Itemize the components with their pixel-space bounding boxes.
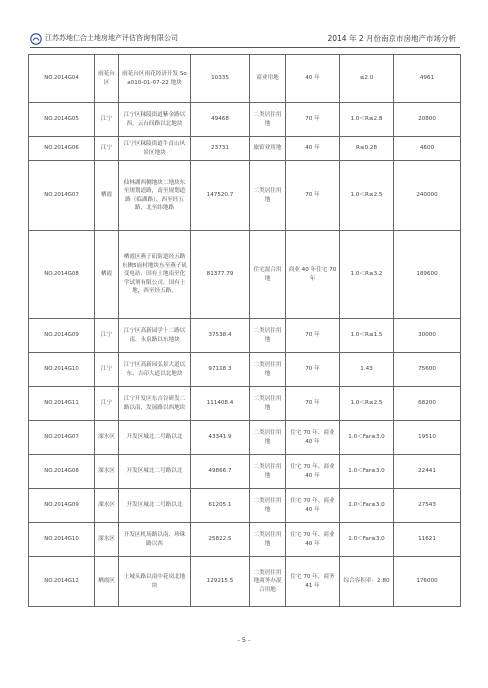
plot-id-cell: NO.2014G06 [29,137,95,161]
price-cell: 75600 [394,353,461,387]
district-cell: 溧水区 [95,421,119,455]
area-cell: 25822.5 [191,523,250,557]
district-cell: 溧水区 [95,489,119,523]
land-transaction-table [28,54,461,607]
plot-ratio-cell: 1.0＜R≤2.5 [340,387,394,421]
term-cell: 住宅 70 年、商业 40 年 [286,489,340,523]
plot-ratio-cell: 1.0＜Far≤3.0 [340,421,394,455]
district-cell: 栖霞 [95,161,119,231]
plot-id-cell: NO.2014G08 [29,231,95,319]
area-cell: 23731 [191,137,250,161]
location-cell: 江宁区秣陵街道紫金路以西，云台间路以北地块 [119,103,191,137]
term-cell: 70 年 [286,353,340,387]
location-cell: 雨花台区雨花经济开发 Soa010-01-07-22 地块 [119,55,191,103]
plot-ratio-cell: 1.0＜R≤2.5 [340,161,394,231]
district-cell: 江宁 [95,387,119,421]
land-use-cell: 二类居住用地 [250,161,286,231]
table-row [29,231,461,319]
plot-id-cell: NO.2014G10 [29,523,95,557]
price-cell: 240000 [394,161,461,231]
district-cell: 溧水区 [95,523,119,557]
plot-id-cell: NO.2014G12 [29,557,95,607]
land-use-cell: 二类居住用地 [250,421,286,455]
plot-id-cell: NO.2014G08 [29,455,95,489]
area-cell: 10335 [191,55,250,103]
table-row [29,557,461,607]
area-cell: 129215.5 [191,557,250,607]
plot-id-cell: NO.2014G09 [29,489,95,523]
organization-name: 江苏苏地仁合土地房地产评估咨询有限公司 [45,34,178,42]
plot-ratio-cell: 1.0＜Far≤3.0 [340,455,394,489]
header-divider [30,47,460,48]
area-cell: 81377.79 [191,231,250,319]
plot-ratio-cell: 1.0＜R≤3.2 [340,231,394,319]
location-cell: 江宁区高新园弘景大道以东、吉印大道以北地块 [119,353,191,387]
table-row [29,103,461,137]
plot-id-cell: NO.2014G09 [29,319,95,353]
land-use-cell: 二类居住用地 [250,523,286,557]
district-cell: 江宁 [95,137,119,161]
table-row [29,455,461,489]
land-use-cell: 商业用地 [250,55,286,103]
table-row [29,523,461,557]
plot-ratio-cell: R≤0.28 [340,137,394,161]
term-cell: 商业 40 年住宅 70 年 [286,231,340,319]
district-cell: 溧水区 [95,455,119,489]
district-cell: 栖霞区 [95,557,119,607]
location-cell: 江宁开发区东吉谷研发二路以南、发展路以西地块 [119,387,191,421]
location-cell: 开发区机场路以南、珍珠路以西 [119,523,191,557]
plot-ratio-cell: 1.0＜Far≤3.0 [340,489,394,523]
plot-id-cell: NO.2014G10 [29,353,95,387]
plot-ratio-cell: ≤2.0 [340,55,394,103]
plot-id-cell: NO.2014G07 [29,161,95,231]
price-cell: 4600 [394,137,461,161]
location-cell: 栖霞区燕子矶街道经五路东侧5庙村地块东至燕子矶变电站、国有土地南至化学试剂有限公司、国有土地，西至经五路， [119,231,191,319]
plot-ratio-cell: 综合容积率：2.80 [340,557,394,607]
location-cell: 土城头路以南中花岗北地块 [119,557,191,607]
plot-id-cell: NO.2014G04 [29,55,95,103]
price-cell: 22441 [394,455,461,489]
location-cell: 仙林湖西侧地块二地块东至规划道路，南至规划道路（临湖路），西至经五路，北至纬地路 [119,161,191,231]
term-cell: 40 年 [286,137,340,161]
price-cell: 27543 [394,489,461,523]
district-cell: 雨花台区 [95,55,119,103]
term-cell: 住宅 70 年、商业 40 年 [286,523,340,557]
table-row [29,319,461,353]
page-header [30,32,460,46]
plot-id-cell: NO.2014G07 [29,421,95,455]
price-cell: 68200 [394,387,461,421]
location-cell: 开发区城北二号路以北 [119,421,191,455]
plot-id-cell: NO.2014G11 [29,387,95,421]
term-cell: 40 年 [286,55,340,103]
term-cell: 70 年 [286,103,340,137]
table-row [29,55,461,103]
term-cell: 70 年 [286,161,340,231]
plot-ratio-cell: 1.0＜Far≤3.0 [340,523,394,557]
price-cell: 30000 [394,319,461,353]
company-logo-icon [30,33,42,45]
area-cell: 147520.7 [191,161,250,231]
area-cell: 37538.4 [191,319,250,353]
page-number: - 5 - [237,636,251,644]
land-use-cell: 二类居住用地 [250,319,286,353]
district-cell: 栖霞 [95,231,119,319]
district-cell: 江宁 [95,319,119,353]
land-use-cell: 二类居住用地 [250,489,286,523]
land-use-cell: 二类居住用地 [250,103,286,137]
term-cell: 住宅 70 年、商业 40 年 [286,455,340,489]
price-cell: 189600 [394,231,461,319]
area-cell: 61205.1 [191,489,250,523]
price-cell: 19510 [394,421,461,455]
location-cell: 开发区城北二号路以北 [119,489,191,523]
location-cell: 江宁区秣陵街道牛首山风景区地块 [119,137,191,161]
table-row [29,137,461,161]
area-cell: 43341.9 [191,421,250,455]
price-cell: 20800 [394,103,461,137]
table-row [29,353,461,387]
plot-ratio-cell: 1.0＜R≤1.5 [340,319,394,353]
land-use-cell: 二类居住用地 [250,353,286,387]
table-row [29,489,461,523]
report-title: 2014 年 2 月份南京市房地产市场分析 [327,34,456,43]
table-row [29,387,461,421]
location-cell: 江宁区高新园学十二路以南、永泉路以东地块 [119,319,191,353]
table-row [29,161,461,231]
area-cell: 97118.3 [191,353,250,387]
price-cell: 4961 [394,55,461,103]
land-use-cell: 旅馆业用地 [250,137,286,161]
plot-ratio-cell: 1.0＜R≤2.8 [340,103,394,137]
location-cell: 开发区城北二号路以北 [119,455,191,489]
term-cell: 70 年 [286,387,340,421]
district-cell: 江宁 [95,353,119,387]
term-cell: 70 年 [286,319,340,353]
area-cell: 49866.7 [191,455,250,489]
land-use-cell: 二类居住用地商务办混合用地 [250,557,286,607]
price-cell: 176000 [394,557,461,607]
plot-id-cell: NO.2014G05 [29,103,95,137]
land-use-cell: 二类居住用地 [250,455,286,489]
land-use-cell: 二类居住用地 [250,387,286,421]
price-cell: 11621 [394,523,461,557]
area-cell: 49468 [191,103,250,137]
area-cell: 111408.4 [191,387,250,421]
plot-ratio-cell: 1.43 [340,353,394,387]
district-cell: 江宁 [95,103,119,137]
term-cell: 住宅 70 年、商业 40 年 [286,421,340,455]
land-use-cell: 住宅混合用地 [250,231,286,319]
table-row [29,421,461,455]
term-cell: 住宅 70 年，商务 41 年 [286,557,340,607]
